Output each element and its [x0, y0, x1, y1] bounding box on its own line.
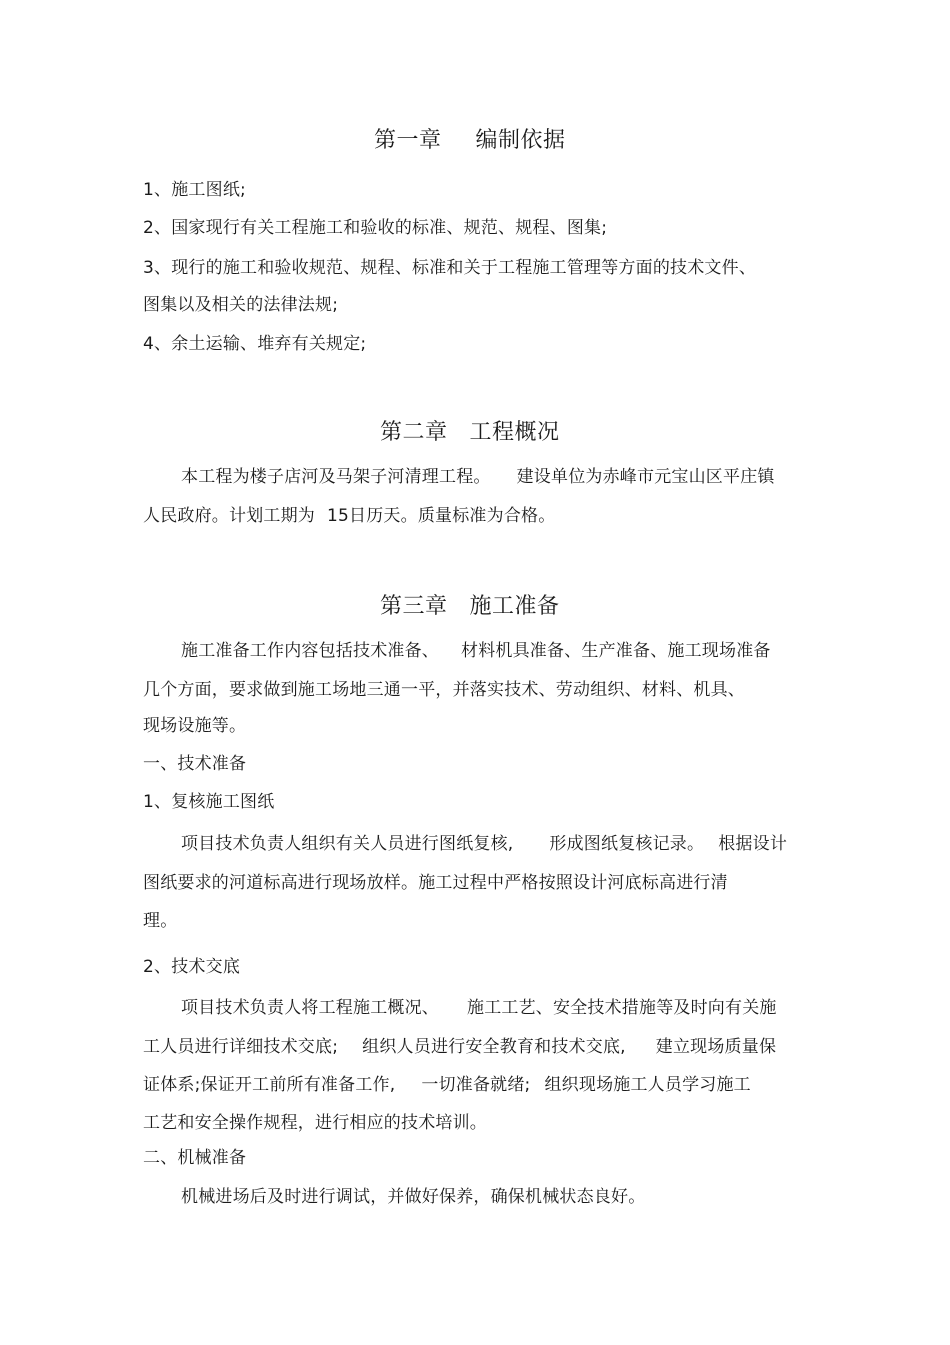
- briefing-text: 工人员进行详细技术交底;: [143, 1037, 339, 1057]
- tech-briefing-line-4: 工艺和安全操作规程，进行相应的技术培训。: [143, 1113, 487, 1133]
- briefing-text: 建立现场质量保: [655, 1037, 777, 1057]
- briefing-text: 一切准备就绪;: [421, 1075, 531, 1095]
- chapter1-heading: [374, 128, 566, 154]
- tech-briefing-line-2: [143, 1037, 776, 1057]
- chapter2-number: 第二章: [380, 420, 448, 445]
- chapter2-text: 建设单位为赤峰市元宝山区平庄镇: [516, 467, 775, 487]
- chapter2-text: 15日历天。质量标准为合格。: [327, 506, 556, 526]
- review-text: 项目技术负责人组织有关人员进行图纸复核,: [181, 834, 514, 854]
- machinery-prep-paragraph: 机械进场后及时进行调试，并做好保养，确保机械状态良好。: [181, 1187, 646, 1207]
- chapter1-item-2: 2、国家现行有关工程施工和验收的标准、规范、规程、图集;: [143, 218, 608, 238]
- chapter3-heading: [380, 594, 560, 620]
- review-text: 根据设计: [718, 834, 788, 854]
- chapter3-intro-line-3: 现场设施等。: [143, 716, 247, 736]
- chapter2-title: 工程概况: [469, 420, 560, 445]
- briefing-text: 组织现场施工人员学习施工: [544, 1075, 751, 1095]
- chapter3-text: 施工准备工作内容包括技术准备、: [181, 641, 439, 661]
- section-technical-prep-title: 一、技术准备: [143, 754, 247, 774]
- chapter2-text: 本工程为楼子店河及马架子河清理工程。: [181, 467, 491, 487]
- review-drawings-line-2: 图纸要求的河道标高进行现场放样。施工过程中严格按照设计河底标高进行清: [143, 873, 728, 893]
- briefing-text: 证体系;保证开工前所有准备工作,: [143, 1075, 396, 1095]
- chapter2-heading: [380, 420, 560, 446]
- chapter1-item-4: 4、余土运输、堆弃有关规定;: [143, 334, 367, 354]
- chapter3-intro-line-2: 几个方面，要求做到施工场地三通一平，并落实技术、劳动组织、材料、机具、: [143, 680, 745, 700]
- chapter1-title: 编制依据: [475, 128, 566, 153]
- review-text: 形成图纸复核记录。: [549, 834, 705, 854]
- review-drawings-line-3: 理。: [143, 911, 178, 931]
- subsection-tech-briefing-title: 2、技术交底: [143, 957, 241, 977]
- tech-briefing-line-3: [143, 1075, 751, 1095]
- chapter3-text: 材料机具准备、生产准备、施工现场准备: [461, 641, 771, 661]
- subsection-review-drawings-title: 1、复核施工图纸: [143, 792, 275, 812]
- chapter1-number: 第一章: [374, 128, 442, 153]
- briefing-text: 项目技术负责人将工程施工概况、: [181, 998, 439, 1018]
- chapter1-item-1: 1、施工图纸;: [143, 180, 246, 200]
- briefing-text: 组织人员进行安全教育和技术交底,: [362, 1037, 626, 1057]
- chapter2-text: 人民政府。计划工期为: [143, 506, 315, 526]
- chapter1-item-3-cont: 图集以及相关的法律法规;: [143, 295, 339, 315]
- chapter3-number: 第三章: [380, 594, 448, 619]
- tech-briefing-line-1: [181, 998, 777, 1018]
- section-machinery-prep-title: 二、机械准备: [143, 1148, 247, 1168]
- chapter1-item-3: 3、现行的施工和验收规范、规程、标准和关于工程施工管理等方面的技术文件、: [143, 258, 757, 278]
- briefing-text: 施工工艺、安全技术措施等及时向有关施: [467, 998, 777, 1018]
- chapter3-title: 施工准备: [469, 594, 560, 619]
- chapter2-paragraph-line-1: [181, 467, 775, 487]
- chapter2-paragraph-line-2: [143, 506, 555, 526]
- review-drawings-line-1: [181, 834, 787, 854]
- chapter3-intro-line-1: [181, 641, 771, 661]
